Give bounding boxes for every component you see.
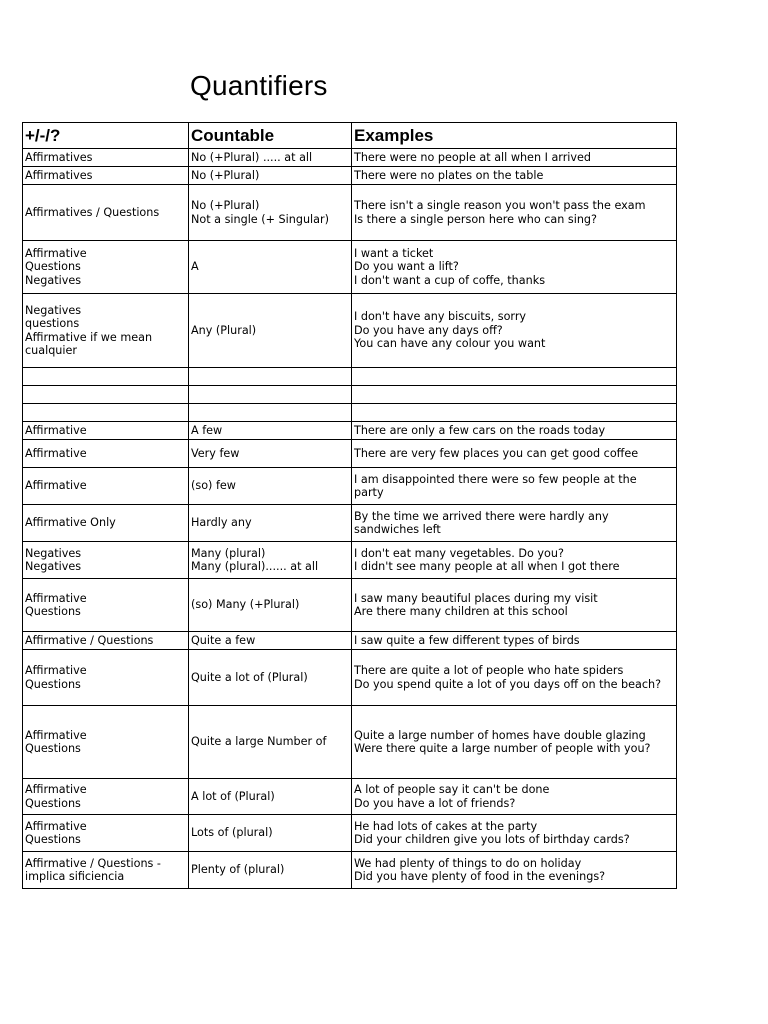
cell-countable: Quite a lot of (Plural) xyxy=(189,650,352,706)
cell-countable: Very few xyxy=(189,440,352,468)
table-row xyxy=(23,542,677,579)
table-row xyxy=(23,852,677,889)
table-row xyxy=(23,422,677,440)
cell-countable: Quite a large Number of xyxy=(189,706,352,779)
header-examples: Examples xyxy=(352,123,677,149)
cell-examples: I saw quite a few different types of birds xyxy=(352,632,677,650)
cell-countable: No (+Plural) xyxy=(189,167,352,185)
cell-usage: Negatives questions Affirmative if we mean cualquier xyxy=(23,294,189,368)
cell-examples: Quite a large number of homes have double glazing Were there quite a large number of people with you? xyxy=(352,706,677,779)
cell-countable: Hardly any xyxy=(189,505,352,542)
table-row xyxy=(23,386,677,404)
table-row xyxy=(23,815,677,852)
header-usage: +/-/? xyxy=(23,123,189,149)
cell-examples: I saw many beautiful places during my visit Are there many children at this school xyxy=(352,579,677,632)
cell-countable: A lot of (Plural) xyxy=(189,779,352,815)
table-row xyxy=(23,440,677,468)
table-header-row xyxy=(23,123,677,149)
cell-examples xyxy=(352,404,677,422)
cell-countable xyxy=(189,404,352,422)
cell-examples: I don't eat many vegetables. Do you? I didn't see many people at all when I got there xyxy=(352,542,677,579)
page-title: Quantifiers xyxy=(190,70,328,101)
cell-usage: Negatives Negatives xyxy=(23,542,189,579)
cell-usage: Affirmative Questions xyxy=(23,579,189,632)
cell-examples: I want a ticket Do you want a lift? I don't want a cup of coffe, thanks xyxy=(352,241,677,294)
table-row xyxy=(23,505,677,542)
table-row xyxy=(23,368,677,386)
cell-countable: (so) few xyxy=(189,468,352,505)
cell-examples: There are only a few cars on the roads today xyxy=(352,422,677,440)
cell-examples: I am disappointed there were so few people at the party xyxy=(352,468,677,505)
table-row xyxy=(23,149,677,167)
cell-usage: Affirmatives xyxy=(23,149,189,167)
table-row xyxy=(23,706,677,779)
header-countable: Countable xyxy=(189,123,352,149)
table-row xyxy=(23,632,677,650)
cell-usage: Affirmative Questions xyxy=(23,650,189,706)
cell-usage: Affirmative / Questions - implica sificiencia xyxy=(23,852,189,889)
cell-usage: Affirmative / Questions xyxy=(23,632,189,650)
cell-countable: Plenty of (plural) xyxy=(189,852,352,889)
table-row xyxy=(23,241,677,294)
cell-examples: We had plenty of things to do on holiday Did you have plenty of food in the evenings? xyxy=(352,852,677,889)
cell-examples: A lot of people say it can't be done Do you have a lot of friends? xyxy=(352,779,677,815)
cell-countable: Lots of (plural) xyxy=(189,815,352,852)
cell-examples: There are quite a lot of people who hate spiders Do you spend quite a lot of you days off on the beach? xyxy=(352,650,677,706)
cell-examples: By the time we arrived there were hardly any sandwiches left xyxy=(352,505,677,542)
cell-usage: Affirmative xyxy=(23,440,189,468)
cell-countable: A xyxy=(189,241,352,294)
table-row xyxy=(23,185,677,241)
cell-usage: Affirmative Questions xyxy=(23,815,189,852)
table-row xyxy=(23,167,677,185)
table-row xyxy=(23,404,677,422)
cell-examples: He had lots of cakes at the party Did your children give you lots of birthday cards? xyxy=(352,815,677,852)
cell-usage xyxy=(23,386,189,404)
table-row xyxy=(23,468,677,505)
cell-countable xyxy=(189,368,352,386)
cell-usage xyxy=(23,404,189,422)
cell-examples: There are very few places you can get good coffee xyxy=(352,440,677,468)
cell-examples xyxy=(352,368,677,386)
cell-countable: No (+Plural) Not a single (+ Singular) xyxy=(189,185,352,241)
cell-countable xyxy=(189,386,352,404)
cell-countable: Many (plural) Many (plural)...... at all xyxy=(189,542,352,579)
cell-examples: There were no plates on the table xyxy=(352,167,677,185)
table-row xyxy=(23,650,677,706)
cell-usage xyxy=(23,368,189,386)
cell-countable: No (+Plural) ..... at all xyxy=(189,149,352,167)
cell-examples: I don't have any biscuits, sorry Do you have any days off? You can have any colour you want xyxy=(352,294,677,368)
cell-countable: A few xyxy=(189,422,352,440)
quantifiers-table xyxy=(22,122,677,889)
cell-usage: Affirmative xyxy=(23,422,189,440)
cell-usage: Affirmative Questions Negatives xyxy=(23,241,189,294)
table-row xyxy=(23,579,677,632)
cell-usage: Affirmative xyxy=(23,468,189,505)
cell-usage: Affirmative Questions xyxy=(23,779,189,815)
cell-countable: Any (Plural) xyxy=(189,294,352,368)
table-row xyxy=(23,294,677,368)
cell-countable: (so) Many (+Plural) xyxy=(189,579,352,632)
cell-usage: Affirmative Only xyxy=(23,505,189,542)
table-row xyxy=(23,779,677,815)
cell-usage: Affirmatives / Questions xyxy=(23,185,189,241)
cell-examples xyxy=(352,386,677,404)
cell-usage: Affirmatives xyxy=(23,167,189,185)
cell-countable: Quite a few xyxy=(189,632,352,650)
cell-examples: There were no people at all when I arrived xyxy=(352,149,677,167)
cell-usage: Affirmative Questions xyxy=(23,706,189,779)
cell-examples: There isn't a single reason you won't pass the exam Is there a single person here who can sing? xyxy=(352,185,677,241)
